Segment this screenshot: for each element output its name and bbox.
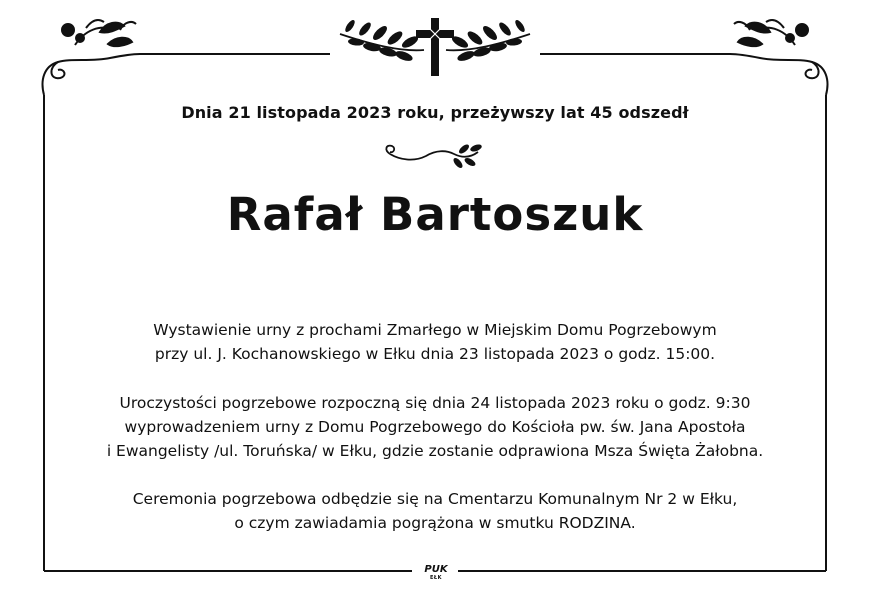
- paragraph-burial: [40, 487, 830, 535]
- paragraph-funeral-ceremony: [40, 391, 830, 463]
- notice-header: Dnia 21 listopada 2023 roku, przeżywszy lat 45 odszedł: [181, 103, 689, 122]
- text-line: o czym zawiadamia pogrążona w smutku RODZINA.: [234, 514, 636, 532]
- logo-main-text: PUK: [424, 564, 448, 575]
- text-line: przy ul. J. Kochanowskiego w Ełku dnia 23 listopada 2023 o godz. 15:00.: [154, 345, 716, 363]
- text-line: Ceremonia pogrzebowa odbędzie się na Cmentarzu Komunalnym Nr 2 w Ełku,: [132, 490, 738, 508]
- text-line: i Ewangelisty /ul. Toruńska/ w Ełku, gdzie zostanie odprawiona Msza Święta Żałobna.: [106, 442, 764, 460]
- deceased-name: Rafał Bartoszuk: [226, 188, 644, 241]
- text-line: Wystawienie urny z prochami Zmarłego w Miejskim Domu Pogrzebowym: [153, 321, 717, 339]
- text-line: Uroczystości pogrzebowe rozpoczną się dnia 24 listopada 2023 roku o godz. 9:30: [119, 394, 751, 412]
- floral-scroll-left-icon: [43, 20, 140, 95]
- top-ornament: [0, 0, 870, 100]
- cross-with-leaves-icon: [340, 18, 530, 76]
- leaf-swirl-icon: [380, 140, 490, 172]
- puk-logo: [419, 564, 453, 581]
- floral-scroll-right-icon: [730, 20, 827, 95]
- paragraph-urn-display: [40, 318, 830, 366]
- logo-sub-text: EŁK: [429, 575, 442, 581]
- text-line: wyprowadzeniem urny z Domu Pogrzebowego do Kościoła pw. św. Jana Apostoła: [124, 418, 746, 436]
